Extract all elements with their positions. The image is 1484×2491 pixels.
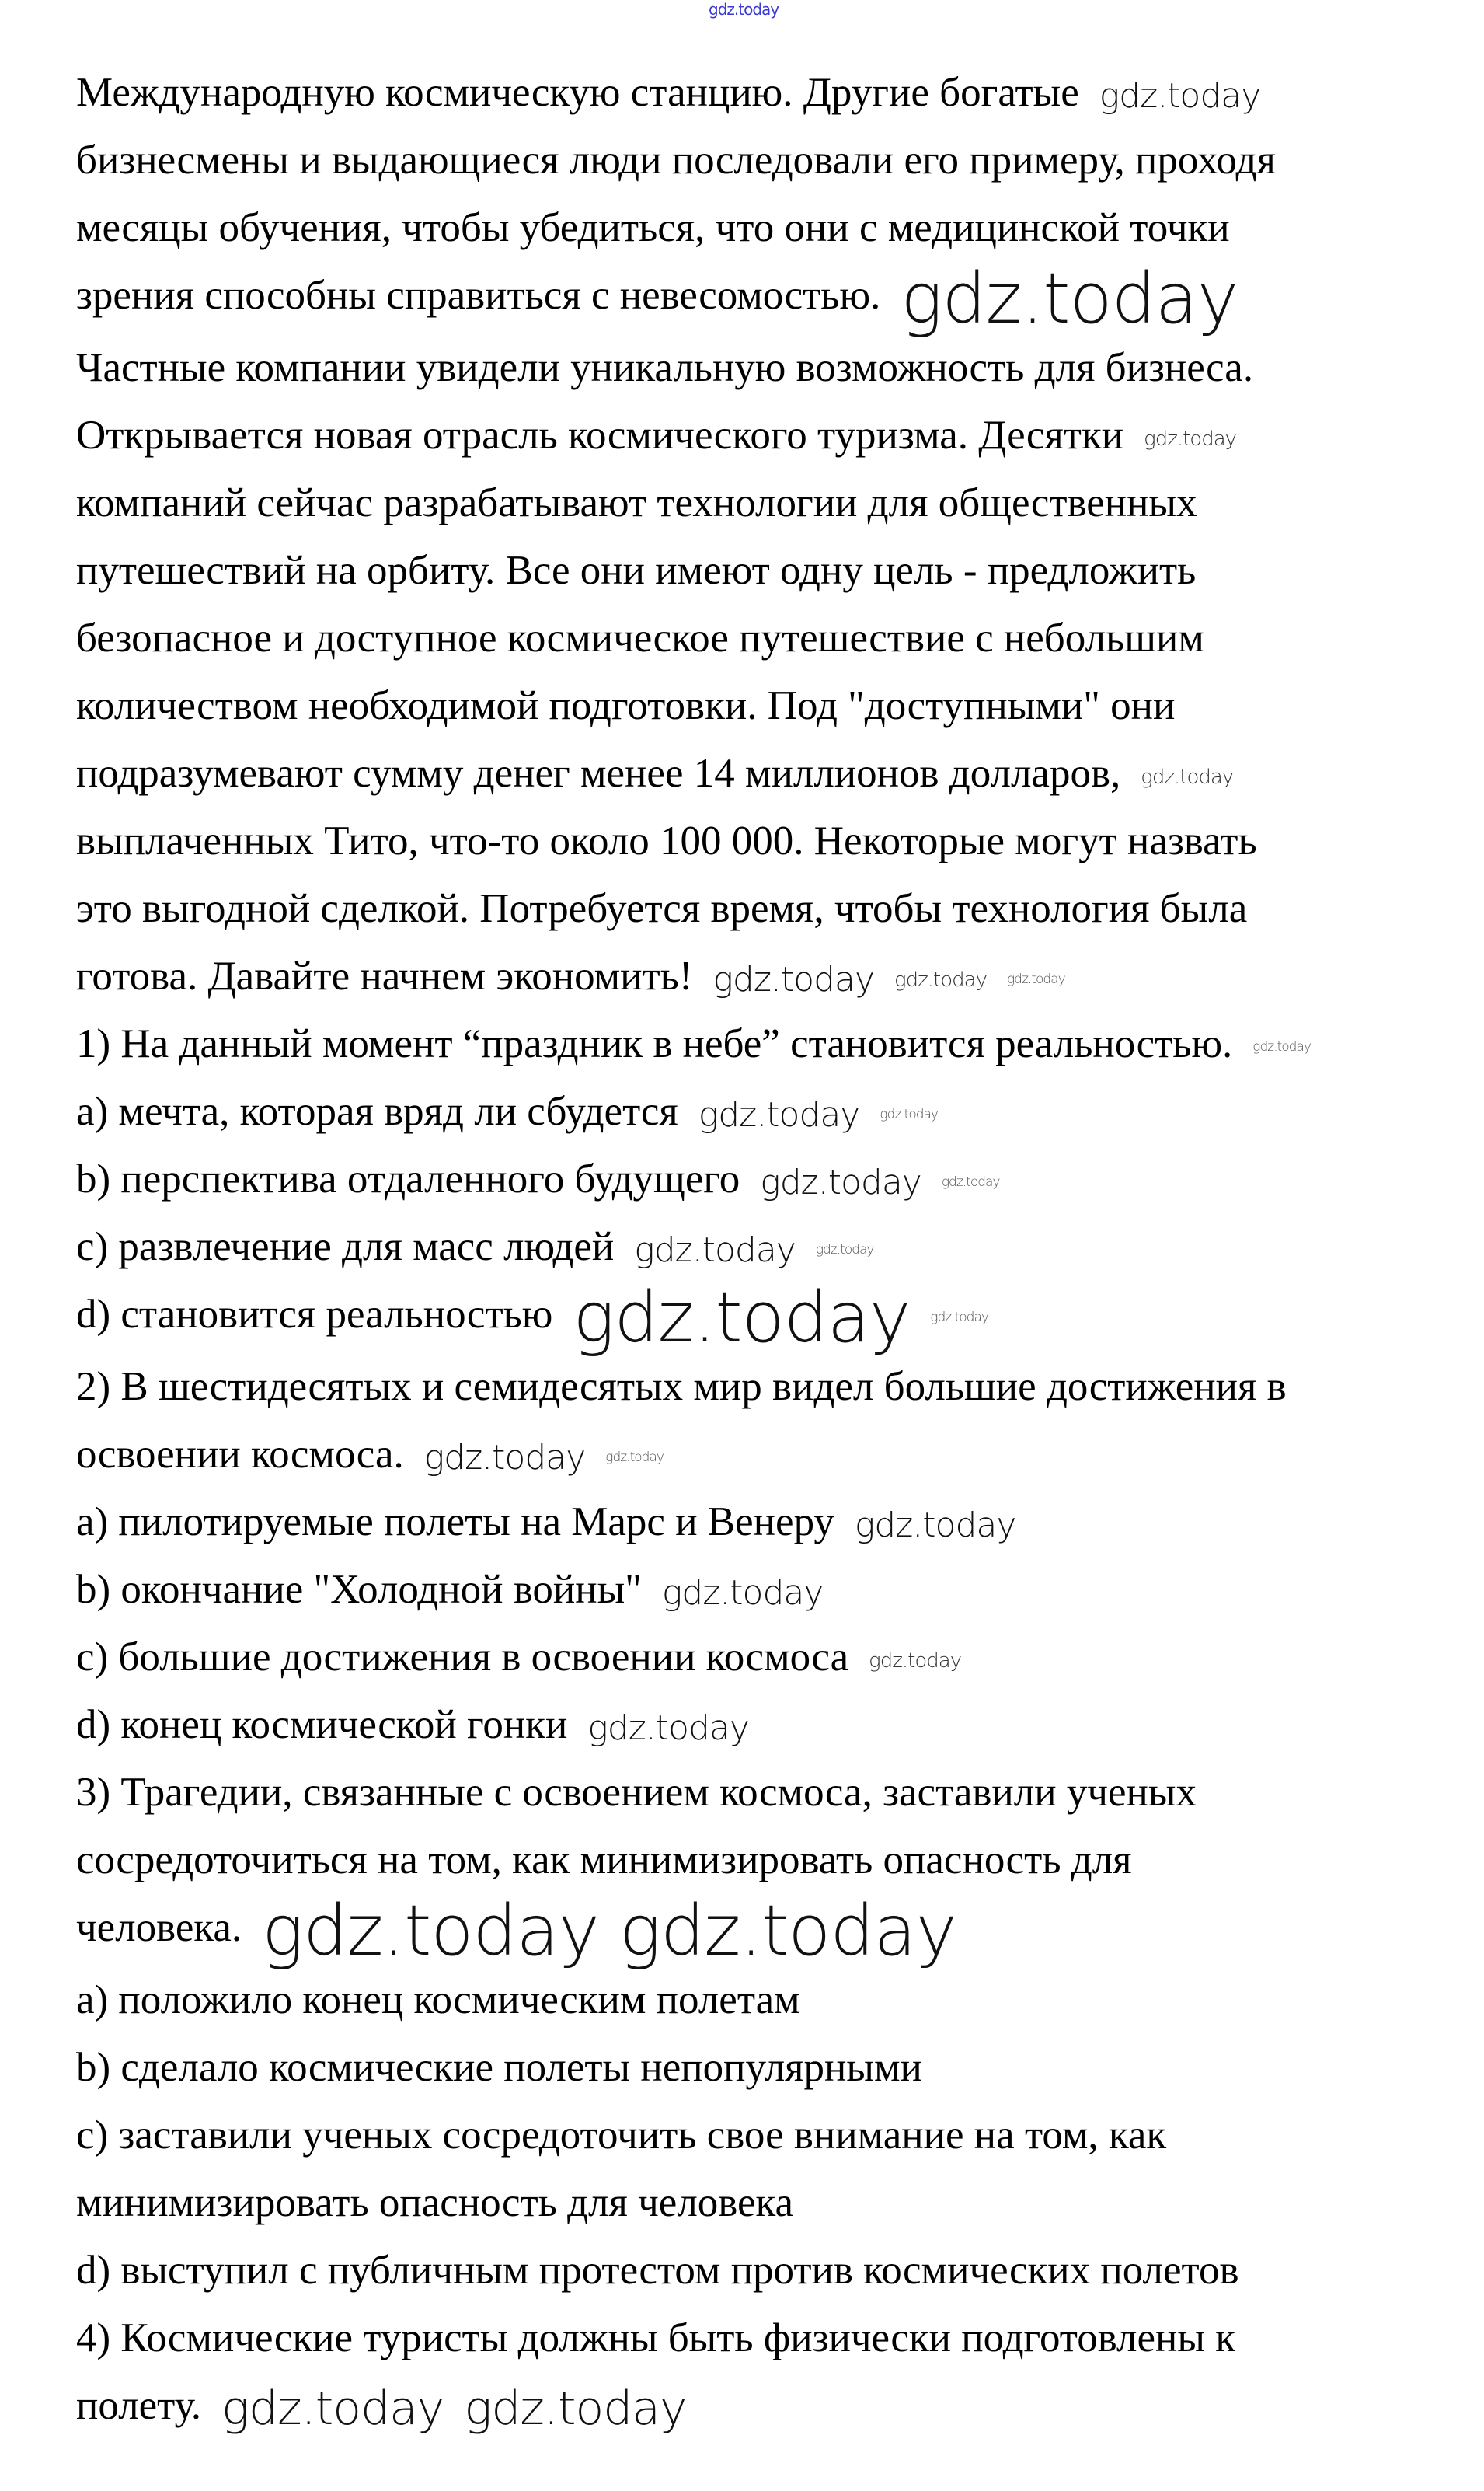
text-line bbox=[76, 1421, 1467, 1488]
text-line-content: минимизировать опасность для человека bbox=[76, 2179, 793, 2225]
watermark: gdz.today bbox=[587, 1708, 749, 1748]
text-line-content: путешествий на орбиту. Все они имеют одну цель - предложить bbox=[76, 547, 1197, 593]
text-line bbox=[76, 257, 1467, 340]
text-line-content: b) сделало космические полеты непопулярными bbox=[76, 2044, 922, 2090]
text-line-content: 4) Космические туристы должны быть физически подготовлены к bbox=[76, 2315, 1235, 2360]
watermark: gdz.today bbox=[618, 1889, 956, 1972]
watermark: gdz.today bbox=[815, 1242, 874, 1258]
text-line bbox=[76, 605, 1467, 672]
text-line-content: зрения способны справиться с невесомостью. bbox=[76, 273, 881, 318]
text-line bbox=[76, 740, 1467, 808]
watermark: gdz.today bbox=[1099, 75, 1261, 116]
watermark: gdz.today bbox=[661, 1572, 824, 1613]
text-line bbox=[76, 1624, 1467, 1691]
text-line bbox=[76, 2372, 1467, 2440]
watermark: gdz.today bbox=[605, 1450, 664, 1466]
text-line bbox=[76, 402, 1467, 469]
text-line-content: 3) Трагедии, связанные с освоением космоса, заставили ученых bbox=[76, 1769, 1197, 1815]
text-line-content: компаний сейчас разрабатывают технологии для общественных bbox=[76, 480, 1197, 525]
text-line-content: 1) На данный момент “праздник в небе” становится реальностью. bbox=[76, 1020, 1233, 1066]
text-line-content: безопасное и доступное космическое путешествие с небольшим bbox=[76, 615, 1204, 661]
text-line-content: сосредоточиться на том, как минимизировать опасность для bbox=[76, 1837, 1132, 1882]
text-line-content: b) окончание "Холодной войны" bbox=[76, 1566, 642, 1612]
watermark: gdz.today bbox=[880, 1107, 938, 1123]
watermark: gdz.today bbox=[634, 1230, 796, 1270]
text-line bbox=[76, 1889, 1467, 1972]
watermark: gdz.today bbox=[423, 1437, 586, 1478]
text-line-content: выплаченных Тито, что-то около 100 000. Некоторые могут назвать bbox=[76, 818, 1257, 863]
watermark: gdz.today bbox=[930, 1310, 988, 1326]
text-line-content: d) конец космической гонки bbox=[76, 1701, 568, 1747]
text-line bbox=[76, 334, 1467, 402]
text-line bbox=[76, 1276, 1467, 1359]
watermark: gdz.today bbox=[941, 1174, 1000, 1191]
text-line-content: человека. bbox=[76, 1904, 242, 1950]
text-line-content: c) заставили ученых сосредоточить свое внимание на том, как bbox=[76, 2112, 1167, 2158]
watermark: gdz.today bbox=[1006, 972, 1065, 988]
text-line-content: a) мечта, которая вряд ли сбудется bbox=[76, 1088, 678, 1134]
text-line bbox=[76, 943, 1467, 1010]
watermark: gdz.today bbox=[709, 0, 779, 19]
document-text bbox=[76, 59, 1467, 2440]
text-line bbox=[76, 2102, 1467, 2169]
watermark: gdz.today bbox=[760, 1162, 921, 1202]
text-line-content: c) развлечение для масс людей bbox=[76, 1223, 615, 1269]
text-line bbox=[76, 808, 1467, 875]
text-line-content: 2) В шестидесятых и семидесятых мир видел большие достижения в bbox=[76, 1363, 1287, 1409]
text-line-content: это выгодной сделкой. Потребуется время, чтобы технология была bbox=[76, 885, 1248, 931]
text-line bbox=[76, 875, 1467, 943]
text-line-content: бизнесмены и выдающиеся люди последовали его примеру, проходя bbox=[76, 138, 1276, 183]
watermark: gdz.today bbox=[712, 959, 875, 1000]
text-line bbox=[76, 672, 1467, 740]
text-line-content: освоении космоса. bbox=[76, 1431, 404, 1477]
text-line-content: d) выступил с публичным протестом против космических полетов bbox=[76, 2247, 1239, 2293]
text-line-content: полету. bbox=[76, 2382, 202, 2428]
text-line bbox=[76, 2034, 1467, 2102]
text-line-content: b) перспектива отдаленного будущего bbox=[76, 1156, 740, 1202]
text-line bbox=[76, 1759, 1467, 1826]
watermark: gdz.today bbox=[262, 1889, 599, 1972]
text-line bbox=[76, 2237, 1467, 2304]
text-line-content: подразумевают сумму денег менее 14 миллионов долларов, bbox=[76, 750, 1121, 796]
text-line bbox=[76, 1556, 1467, 1624]
text-line bbox=[76, 1010, 1467, 1078]
text-line bbox=[76, 1826, 1467, 1894]
text-line-content: готова. Давайте начнем экономить! bbox=[76, 953, 693, 999]
text-line bbox=[76, 2304, 1467, 2372]
watermark: gdz.today bbox=[854, 1505, 1016, 1545]
watermark: gdz.today bbox=[901, 257, 1238, 340]
text-line-content: количеством необходимой подготовки. Под "доступными" они bbox=[76, 682, 1176, 728]
text-line-content: Частные компании увидели уникальную возможность для бизнеса. bbox=[76, 344, 1254, 390]
text-line-content: a) положило конец космическим полетам bbox=[76, 1976, 800, 2022]
text-line-content: c) большие достижения в освоении космоса bbox=[76, 1634, 849, 1680]
text-line bbox=[76, 59, 1467, 127]
text-line-content: Открывается новая отрасль космического туризма. Десятки bbox=[76, 412, 1124, 458]
watermark: gdz.today bbox=[464, 2381, 687, 2437]
text-line bbox=[76, 1966, 1467, 2034]
text-line bbox=[76, 127, 1467, 194]
watermark: gdz.today bbox=[1144, 427, 1237, 451]
text-line bbox=[76, 1691, 1467, 1759]
text-line-content: d) становится реальностью bbox=[76, 1291, 553, 1337]
text-line bbox=[76, 194, 1467, 262]
watermark: gdz.today bbox=[894, 968, 987, 992]
text-line bbox=[76, 1146, 1467, 1213]
watermark: gdz.today bbox=[869, 1648, 962, 1673]
text-line bbox=[76, 1488, 1467, 1556]
text-line bbox=[76, 537, 1467, 605]
watermark: gdz.today bbox=[573, 1276, 911, 1359]
watermark: gdz.today bbox=[698, 1094, 860, 1135]
text-line-content: a) пилотируемые полеты на Марс и Венеру bbox=[76, 1498, 834, 1544]
text-line bbox=[76, 2169, 1467, 2237]
text-line-content: Международную космическую станцию. Другие богатые bbox=[76, 70, 1079, 115]
text-line bbox=[76, 1213, 1467, 1281]
watermark: gdz.today bbox=[221, 2381, 444, 2437]
watermark: gdz.today bbox=[1252, 1039, 1311, 1055]
text-line bbox=[76, 1078, 1467, 1146]
text-line-content: месяцы обучения, чтобы убедиться, что они с медицинской точки bbox=[76, 205, 1230, 250]
watermark: gdz.today bbox=[1141, 765, 1234, 789]
text-line bbox=[76, 1353, 1467, 1421]
text-line bbox=[76, 469, 1467, 537]
